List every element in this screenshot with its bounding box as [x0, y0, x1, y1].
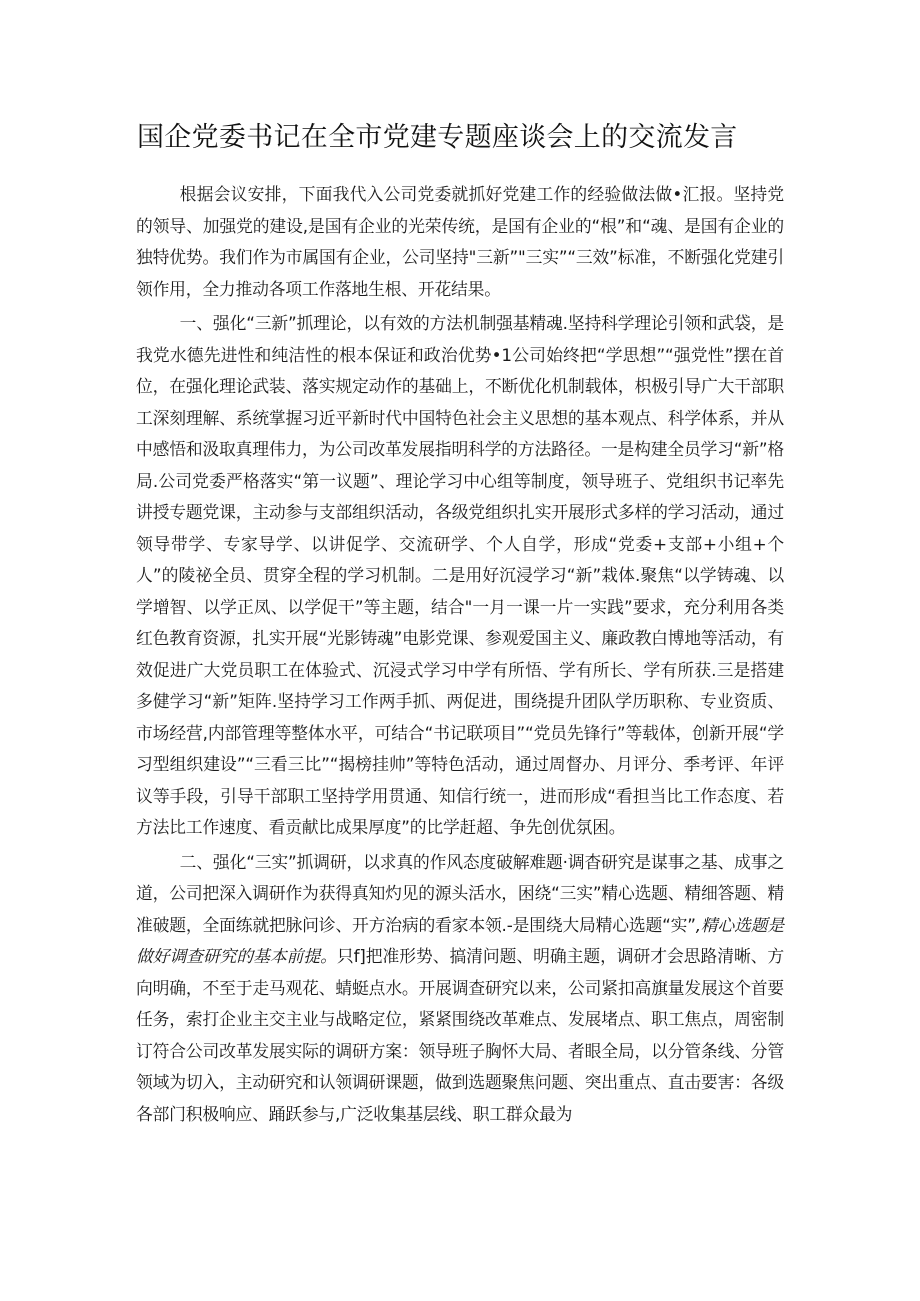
paragraph-section-two — [136, 847, 784, 1131]
paragraph-section-two-part-b: 只f]把准形势、搞清问题、明确主题，调研才会思路清晰、方向明确，不至于走马观花、蜻蜓点水。开展调查研究以来，公司紧扣高旗量发展这个首要任务，索打企业主交主业与战略定位，紧紧围绕改革难点、发展堵点、职工焦点，周密制订符合公司改革发展实际的调研方案：领导班子胸怀大局、者眼全局，以分管条线、分管领域为切入，主动研究和认领调研课题，做到选题聚焦问题、突出重点、直击要害：各级各部门积极响应、踊跃参与,广泛收集基层线、职工群众最为 — [136, 946, 784, 1124]
paragraph-section-two-italic: ,精心选题是做好调查研究的基本前提。 — [136, 914, 784, 966]
paragraph-section-one: 一、强化“三新”抓理论，以有效的方法机制强基精魂.坚持科学理论引领和武袋，是我党水德先进性和纯洁性的根本保证和政治优势•1公司始终把“学思想”“强党性”摆在首位，在强化理论武装、落实规定动作的基础上，不断优化机制载体，枳极引导广大干部职工深刻理解、系统掌握习近平新时代中国特色社会主义思想的基本观点、科学体系，并从中感悟和汲取真理伟力，为公司改革发展指明科学的方法路径。一是构建全员学习“新”格局.公司党委严格落实“第一议题”、理论学习中心组等制度，领导班子、党组织书记率先讲授专题党课，主动参与支部组织活动，各级党组织扎实开展形式多样的学习活动，通过领导带学、专家导学、以讲促学、交流研学、个人自学，形成“党委+支部+小组+个人”的陵祕全员、贯穿全程的学习机制。二是用好沉浸学习“新”栽体.聚焦“以学铸魂、以学增智、以学正凤、以学促干”等主题，结合"一月一课一片一实践”要求，充分利用各类红色教育资源，扎实开展“光影铸魂”电影党课、参观爱国主义、廉政教白博地等活动，有效促进广大党员职工在体验式、沉浸式学习中学有所悟、学有所长、学有所获.三是搭建多健学习“新”矩阵.坚持学习工作两手抓、两促进，围绕提升团队学历职称、专业资质、市场经营,内部管理等整体水平，可结合“书记联项目”“党员先锋行”等载体，创新开展“学习型组织建设”“三看三比”“揭榜挂帅”等特色活动，通过周督办、月评分、季考评、年评议等手段，引导干部职工坚持学用贯通、知信行统一，进而形成“看担当比工作态度、若方法比工作速度、看贡献比成果厚度”的比学赶超、争先创优氛困。 — [136, 313, 785, 837]
paragraph-intro: 根据会议安排，下面我代入公司党委就抓好党建工作的经验做法做•汇报。坚持党的领导、加强党的建设,是国有企业的光荣传统，是国有企业的“根”和“魂、是国有企业的独特优势。我们作为市属国有企业，公司坚持"三新”"三实”“三效”标准，不断强化党建引领作用，全力推动各项工作落地生根、开花结果。 — [136, 184, 784, 299]
document-body — [136, 179, 784, 1130]
document-title: 国企党委书记在全市党建专题座谈会上的交流发言 — [137, 122, 738, 153]
paragraph-section-two-part-a: 二、强化“三实”抓调研，以求真的作风态度破解难题·调杳研究是谋事之基、成事之道，公司把深入调研作为获得真知灼见的源头活水，困绕“三实”精心选题、精细答题、精准破题，全面练就把脉问诊、开方治病的看家本领.-是围绕大局精心选题“实” — [136, 851, 784, 935]
